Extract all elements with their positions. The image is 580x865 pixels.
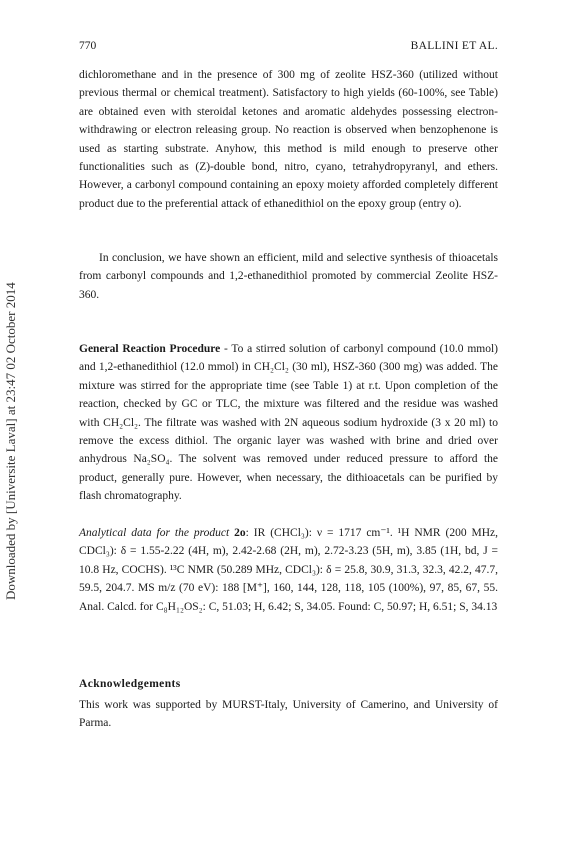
general-procedure-text: - To a stirred solution of carbonyl compound (10.0 mmol) and 1,2-ethanedithiol (12.0 mmol) in CH₂Cl₂ (30 ml), HSZ-360 (300 mg) was added. The mixture was stirred for the appropriate time (see Table 1) at r.t. Upon completion of the reaction, checked by GC or TLC, the mixture was filtered and the residue was washed with CH₂Cl₂. The filtrate was washed with 2N aqueous sodium hydroxide (3 x 20 ml) to remove the excess dithiol. The organic layer was washed with brine and dried over anhydrous Na₂SO₄. The solvent was removed under reduced pressure to afford the product, generally pure. However, when necessary, the dithioacetals can be purified by flash chromatography.: [79, 343, 498, 503]
analytical-data-paragraph: [79, 524, 498, 616]
page-number: 770: [79, 40, 97, 52]
acknowledgements-heading: Acknowledgements: [79, 678, 181, 690]
general-procedure-heading: General Reaction Procedure: [79, 343, 221, 355]
download-stamp: Downloaded by [Universite Laval] at 23:47 02 October 2014: [3, 282, 18, 600]
general-procedure-paragraph: [79, 340, 498, 506]
paragraph-results: dichloromethane and in the presence of 300 mg of zeolite HSZ-360 (utilized without previous thermal or chemical treatment). Satisfactory to high yields (60-100%, see Table) are obtained even with steroidal ketones and aromatic aldehydes possessing electron-withdrawing or electron releasing group. No reaction is observed when benzophenone is used as starting substrate. Anyhow, this method is mild enough to preserve other functionalities such as (Z)-double bond, nitro, cyano, tetrahydropyranyl, and ethers. However, a carbonyl compound containing an epoxy moiety afforded completely different product due to the preferential attack of ethanedithiol on the epoxy group (entry o).: [79, 69, 498, 210]
running-head: BALLINI ET AL.: [410, 40, 498, 52]
acknowledgements-text: This work was supported by MURST-Italy, University of Camerino, and University of Parma.: [79, 699, 498, 730]
compound-label: 2o: [234, 527, 246, 539]
analytical-data-text: : IR (CHCl₃): ν = 1717 cm⁻¹. ¹H NMR (200 MHz, CDCl₃): δ = 1.55-2.22 (4H, m), 2.42-2.68 (2H, m), 2.72-3.23 (5H, m), 3.85 (1H, bd, J = 10.8 Hz, COCHS). ¹³C NMR (50.289 MHz, CDCl₃): δ = 25.8, 30.9, 31.3, 32.3, 42.2, 47.7, 59.5, 204.7. MS m/z (70 eV): 188 [M⁺], 160, 144, 128, 118, 105 (100%), 97, 85, 67, 55. Anal. Calcd. for C₈H₁₂OS₂: C, 51.03; H, 6.42; S, 34.05. Found: C, 50.97; H, 6.51; S, 34.13: [79, 527, 499, 613]
page-header: [79, 40, 498, 56]
paragraph-conclusion: In conclusion, we have shown an efficient, mild and selective synthesis of thioacetals from carbonyl compounds and 1,2-ethanedithiol promoted by commercial Zeolite HSZ-360.: [79, 252, 498, 301]
analytical-data-label: Analytical data for the product: [79, 527, 230, 539]
